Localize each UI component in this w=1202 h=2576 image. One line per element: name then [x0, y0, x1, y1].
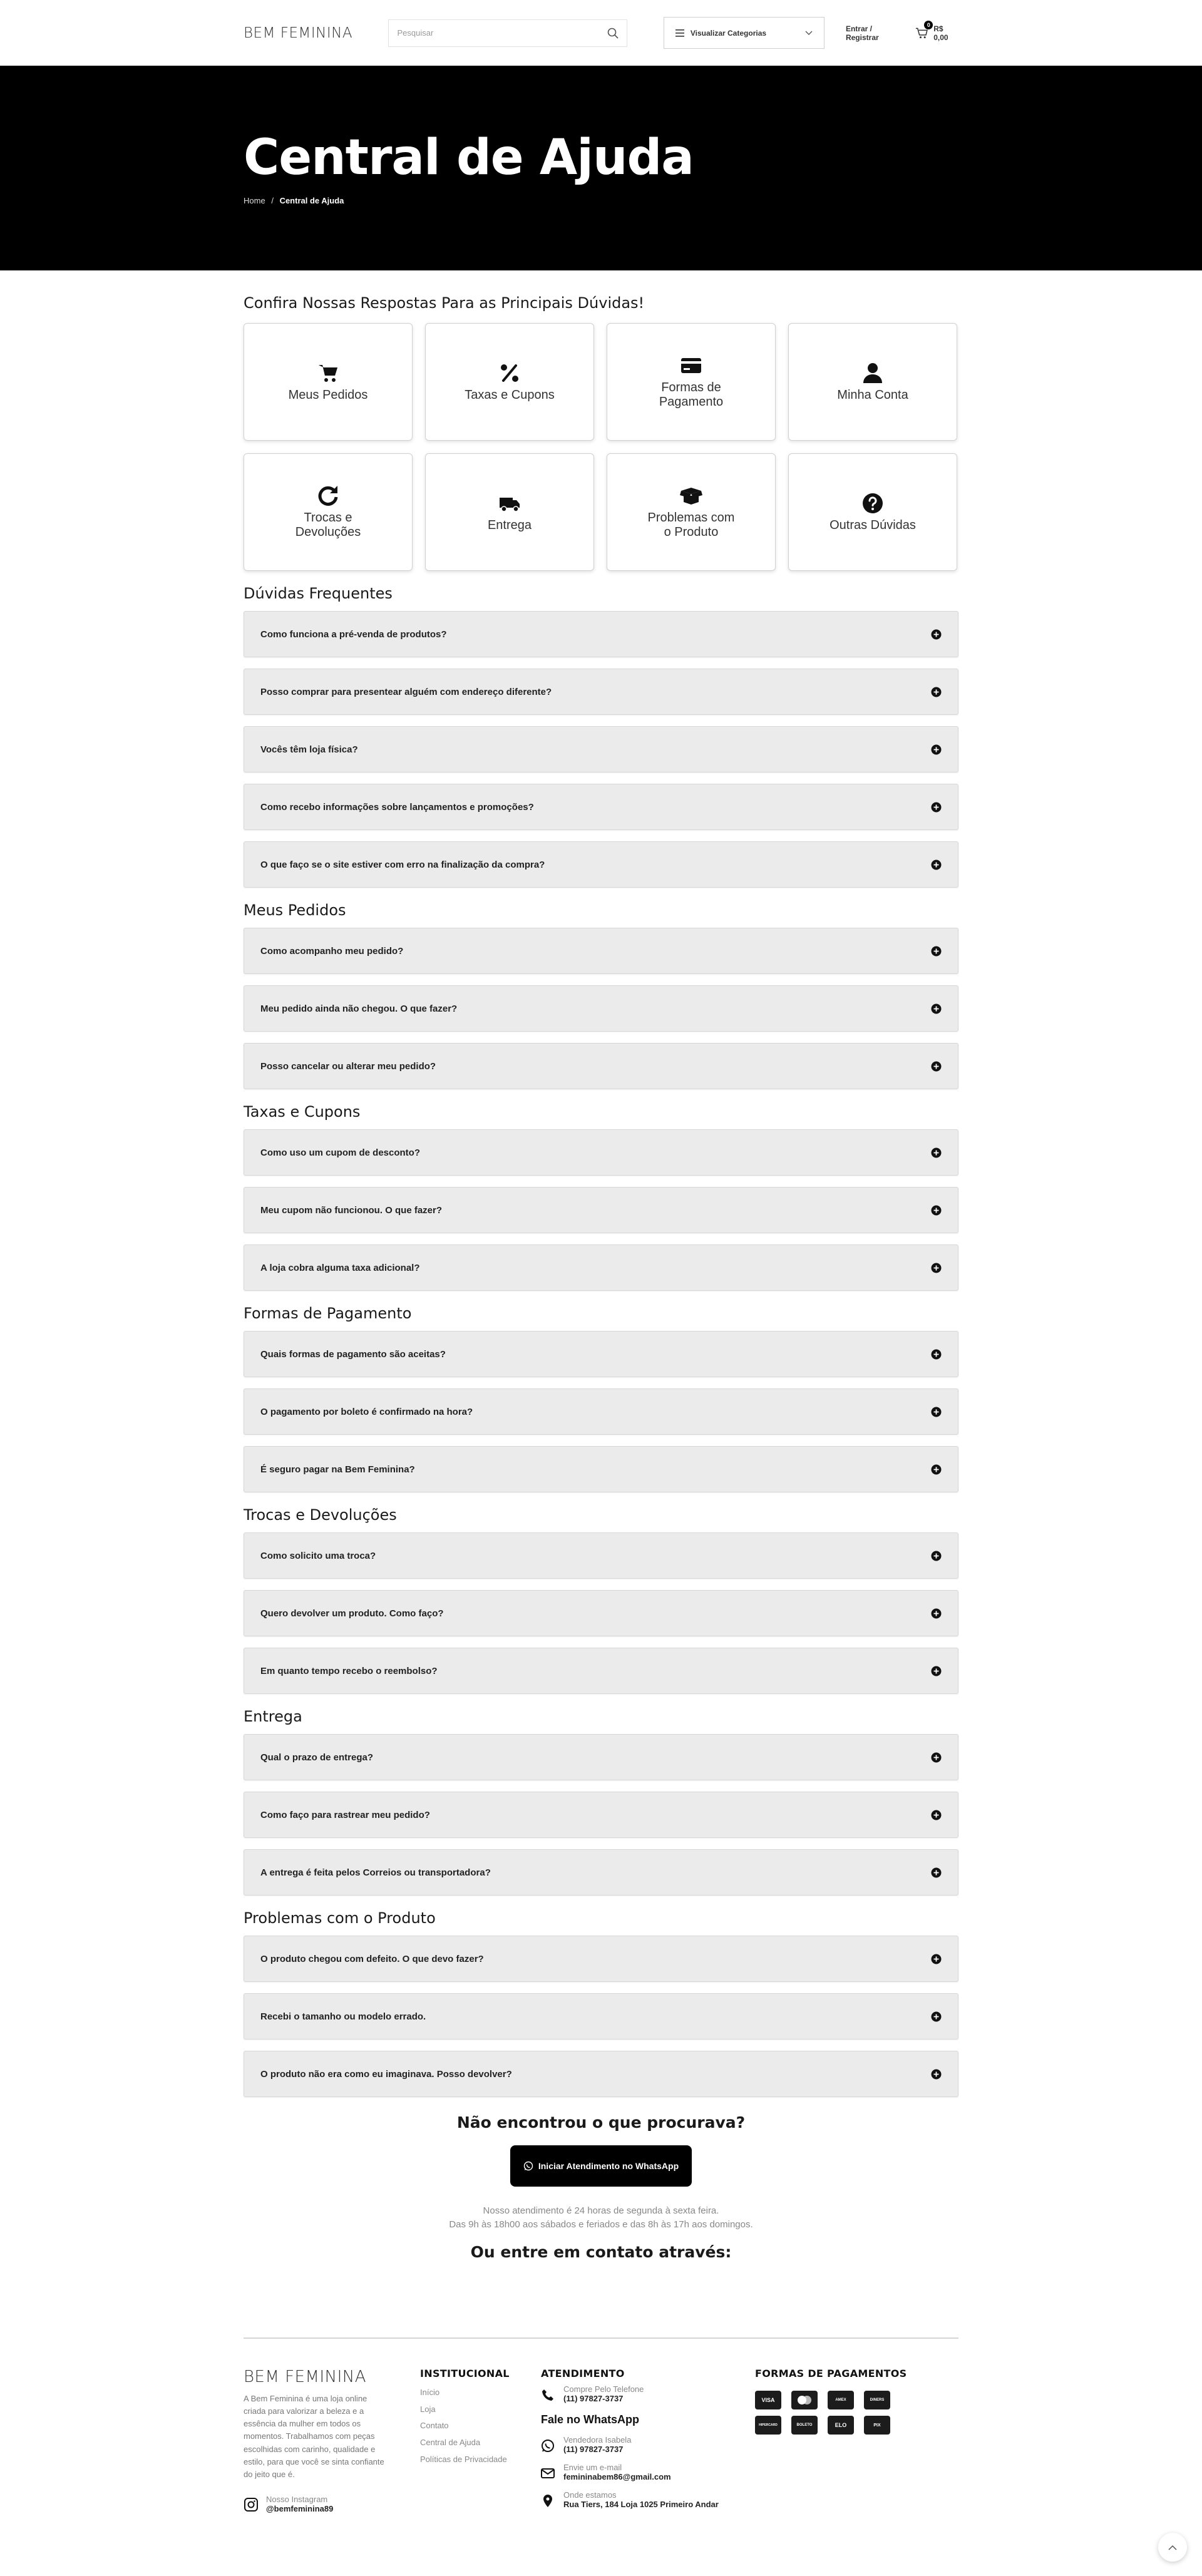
faq-question: Qual o prazo de entrega? [260, 1752, 374, 1763]
faq-question: A loja cobra alguma taxa adicional? [260, 1262, 420, 1273]
amex-icon: AMEX [828, 2391, 854, 2409]
payments-heading: FORMAS DE PAGAMENTOS [755, 2368, 907, 2379]
plus-circle-icon [931, 629, 942, 640]
search-icon[interactable] [607, 27, 619, 39]
payment-methods [755, 2391, 943, 2435]
menu-icon [675, 29, 684, 37]
faq-item[interactable] [244, 1388, 958, 1435]
faq-question: Meu pedido ainda não chegou. O que fazer? [260, 1003, 458, 1014]
faq-item[interactable] [244, 928, 958, 974]
faq-section [244, 1506, 958, 1694]
cart-button[interactable] [915, 21, 958, 42]
faq-question: Vocês têm loja física? [260, 744, 358, 755]
categories-label: Visualizar Categorias [690, 28, 767, 38]
contact-section [244, 2113, 958, 2261]
footer-instagram[interactable] [244, 2495, 420, 2513]
help-card-entrega[interactable] [425, 453, 594, 571]
box-open-icon [680, 485, 702, 507]
faq-question: Como uso um cupom de desconto? [260, 1147, 421, 1158]
plus-circle-icon [931, 860, 942, 870]
faq-section [244, 1103, 958, 1291]
faq-item[interactable] [244, 1734, 958, 1780]
faq-item[interactable] [244, 1532, 958, 1579]
redo-icon [317, 485, 339, 507]
faq-list [244, 1936, 958, 2097]
faq-list [244, 1129, 958, 1291]
faq-list [244, 611, 958, 888]
categories-dropdown[interactable] [664, 17, 824, 49]
faq-item[interactable] [244, 1331, 958, 1377]
faq-list [244, 1331, 958, 1492]
help-card-trocas-devolucoes[interactable] [244, 453, 413, 571]
faq-question: O produto não era como eu imaginava. Posso devolver? [260, 2068, 512, 2080]
site-footer [0, 2337, 1202, 2513]
chevron-up-icon [1168, 2545, 1177, 2550]
address-label: Onde estamos [563, 2490, 617, 2500]
faq-section [244, 1708, 958, 1896]
plus-circle-icon [931, 1867, 942, 1878]
plus-circle-icon [931, 1464, 942, 1475]
chevron-down-icon [805, 31, 813, 36]
credit-card-icon [680, 354, 702, 377]
contact-title: Não encontrou o que procurava? [456, 2113, 746, 2132]
help-card-label: Minha Conta [837, 387, 908, 402]
plus-circle-icon [931, 1061, 942, 1072]
mastercard-icon [791, 2391, 818, 2409]
page-hero [0, 66, 1202, 270]
faq-section-title: Dúvidas Frequentes [244, 585, 393, 602]
faq-question: Posso cancelar ou alterar meu pedido? [260, 1060, 436, 1072]
faq-section [244, 1305, 958, 1492]
faq-question: Quais formas de pagamento são aceitas? [260, 1348, 446, 1360]
seller-contact[interactable] [541, 2435, 755, 2454]
faq-item[interactable] [244, 1187, 958, 1233]
plus-circle-icon [931, 1810, 942, 1820]
plus-circle-icon [931, 1407, 942, 1417]
hours-line-1: Nosso atendimento é 24 horas de segunda à sexta feira. [483, 2205, 719, 2216]
email-contact[interactable] [541, 2463, 755, 2481]
help-card-minha-conta[interactable] [788, 323, 957, 441]
footer-link-contato[interactable]: Contato [420, 2421, 449, 2431]
envelope-icon [541, 2466, 555, 2480]
boleto-icon: BOLETO [791, 2416, 818, 2435]
plus-circle-icon [931, 744, 942, 755]
faq-list [244, 1532, 958, 1694]
footer-logo[interactable]: BEM FEMININA [244, 2368, 366, 2386]
help-card-label: Formas de Pagamento [659, 381, 724, 409]
faq-item[interactable] [244, 1590, 958, 1636]
faq-question: O produto chegou com defeito. O que devo fazer? [260, 1953, 484, 1964]
faq-item[interactable] [244, 1244, 958, 1291]
phone-label: Compre Pelo Telefone [563, 2384, 644, 2394]
footer-link-loja[interactable]: Loja [420, 2404, 436, 2414]
main-content [244, 294, 958, 2261]
footer-about-column [244, 2368, 420, 2513]
faq-list [244, 1734, 958, 1896]
faq-question: Em quanto tempo recebo o reembolso? [260, 1665, 438, 1676]
breadcrumb [244, 196, 958, 205]
phone-icon [541, 2388, 555, 2402]
contact-subtitle: Ou entre em contato através: [470, 2242, 732, 2261]
instagram-icon [244, 2497, 259, 2512]
site-header [0, 0, 1202, 66]
question-circle-icon [861, 492, 884, 515]
plus-circle-icon [931, 1147, 942, 1158]
truck-icon [498, 492, 521, 515]
faq-question: Meu cupom não funcionou. O que fazer? [260, 1204, 443, 1216]
faq-section-title: Problemas com o Produto [244, 1909, 436, 1927]
pix-icon: PIX [864, 2416, 890, 2435]
address-value: Rua Tiers, 184 Loja 1025 Primeiro Andar [563, 2500, 719, 2509]
help-card-taxas-cupons[interactable] [425, 323, 594, 441]
cart-total: R$ 0,00 [933, 24, 948, 42]
visa-icon: VISA [755, 2391, 781, 2409]
cart-count-badge: 0 [924, 21, 933, 29]
percent-icon [498, 362, 521, 384]
faq-item[interactable] [244, 669, 958, 715]
login-link[interactable]: Entrar / Registrar [845, 24, 879, 42]
help-card-outras-duvidas[interactable] [788, 453, 957, 571]
plus-circle-icon [931, 802, 942, 813]
faq-section-title: Trocas e Devoluções [244, 1506, 397, 1524]
faq-item[interactable] [244, 1446, 958, 1492]
faq-section-title: Entrega [244, 1708, 302, 1725]
footer-institutional-column [420, 2368, 541, 2513]
help-title: Confira Nossas Respostas Para as Principais Dúvidas! [244, 294, 645, 312]
hipercard-icon: HIPERCARD [755, 2416, 781, 2435]
faq-question: Recebi o tamanho ou modelo errado. [260, 2011, 426, 2022]
search-box [388, 19, 627, 47]
faq-item[interactable] [244, 2051, 958, 2097]
plus-circle-icon [931, 1551, 942, 1561]
plus-circle-icon [931, 1349, 942, 1360]
breadcrumb-separator: / [271, 196, 274, 205]
help-card-label: Meus Pedidos [288, 387, 368, 402]
faq-question: Como faço para rastrear meu pedido? [260, 1809, 430, 1820]
faq-question: Como solicito uma troca? [260, 1550, 376, 1561]
faq-item[interactable] [244, 1129, 958, 1176]
attendance-heading: ATENDIMENTO [541, 2368, 625, 2379]
elo-icon: ELO [828, 2416, 854, 2435]
faq-question: Como recebo informações sobre lançamentos e promoções? [260, 801, 534, 813]
seller-label: Vendedora Isabela [563, 2435, 632, 2445]
address-contact [541, 2490, 755, 2509]
cart-icon [317, 362, 339, 384]
faq-question: O que faço se o site estiver com erro na finalização da compra? [260, 859, 545, 870]
site-logo[interactable]: BEM FEMININA [244, 24, 353, 41]
faq-item[interactable] [244, 1648, 958, 1694]
help-card-meus-pedidos[interactable] [244, 323, 413, 441]
whatsapp-heading: Fale no WhatsApp [541, 2413, 639, 2426]
breadcrumb-home[interactable]: Home [244, 196, 265, 205]
hours-text [244, 2204, 958, 2232]
scroll-to-top-button[interactable] [1158, 2533, 1187, 2562]
footer-payments-column [755, 2368, 943, 2513]
faq-section-title: Meus Pedidos [244, 901, 346, 919]
faq-question: A entrega é feita pelos Correios ou transportadora? [260, 1867, 491, 1878]
help-card-formas-pagamento[interactable] [607, 323, 776, 441]
help-card-label: Taxas e Cupons [465, 387, 555, 402]
hours-line-2: Das 9h às 18h00 aos sábados e feriados e das 8h às 17h aos domingos. [449, 2219, 753, 2230]
phone-value: (11) 97827-3737 [563, 2394, 624, 2403]
help-categories-grid [244, 323, 958, 571]
faq-item[interactable] [244, 1043, 958, 1089]
footer-attendance-column [541, 2368, 755, 2513]
faq-item[interactable] [244, 726, 958, 772]
email-value: femininabem86@gmail.com [563, 2472, 671, 2481]
plus-circle-icon [931, 1608, 942, 1619]
plus-circle-icon [931, 1752, 942, 1763]
plus-circle-icon [931, 1003, 942, 1014]
plus-circle-icon [931, 1263, 942, 1273]
faq-section [244, 1909, 958, 2097]
instagram-handle: @bemfeminina89 [266, 2503, 334, 2513]
whatsapp-button-label: Iniciar Atendimento no WhatsApp [538, 2161, 679, 2171]
plus-circle-icon [931, 1954, 942, 1964]
footer-link-politicas[interactable]: Políticas de Privacidade [420, 2454, 507, 2464]
faq-question: Posso comprar para presentear alguém com endereço diferente? [260, 686, 552, 697]
whatsapp-button[interactable] [510, 2145, 692, 2187]
faq-item[interactable] [244, 784, 958, 830]
help-card-label: Entrega [487, 518, 532, 532]
faq-item[interactable] [244, 1792, 958, 1838]
institutional-heading: INSTITUCIONAL [420, 2368, 510, 2379]
page-title: Central de Ajuda [244, 130, 694, 186]
map-pin-icon [541, 2494, 555, 2508]
search-input[interactable] [398, 28, 607, 38]
faq-container [244, 585, 958, 2097]
email-label: Envie um e-mail [563, 2463, 622, 2472]
help-card-label: Problemas com o Produto [647, 511, 735, 539]
faq-question: Como acompanho meu pedido? [260, 945, 404, 957]
institutional-links [420, 2384, 541, 2468]
faq-item[interactable] [244, 611, 958, 657]
seller-value: (11) 97827-3737 [563, 2445, 624, 2454]
footer-link-inicio[interactable]: Início [420, 2388, 440, 2397]
faq-item[interactable] [244, 985, 958, 1032]
plus-circle-icon [931, 1666, 942, 1676]
help-card-label: Outras Dúvidas [830, 518, 916, 532]
plus-circle-icon [931, 687, 942, 697]
footer-link-central-ajuda[interactable]: Central de Ajuda [420, 2437, 481, 2447]
instagram-label: Nosso Instagram [266, 2494, 328, 2504]
faq-list [244, 928, 958, 1089]
faq-section-title: Taxas e Cupons [244, 1103, 361, 1121]
plus-circle-icon [931, 1205, 942, 1216]
footer-about-text: A Bem Feminina é uma loja online criada para valorizar a beleza e a essência da mulher em todos os momentos. Trabalhamos com peças escolhidas com carinho, qualidade e estilo, para que você se sinta confiante do jeito que é. [244, 2394, 384, 2479]
faq-item[interactable] [244, 841, 958, 888]
plus-circle-icon [931, 946, 942, 957]
faq-section [244, 901, 958, 1089]
faq-item[interactable] [244, 1849, 958, 1896]
faq-question: O pagamento por boleto é confirmado na hora? [260, 1406, 473, 1417]
faq-section-title: Formas de Pagamento [244, 1305, 412, 1322]
whatsapp-icon [541, 2439, 555, 2453]
faq-item[interactable] [244, 1993, 958, 2040]
faq-question: É seguro pagar na Bem Feminina? [260, 1464, 415, 1475]
plus-circle-icon [931, 2011, 942, 2022]
plus-circle-icon [931, 2069, 942, 2080]
diners-icon: DINERS [864, 2391, 890, 2409]
help-card-problemas-produto[interactable] [607, 453, 776, 571]
user-icon [861, 362, 884, 384]
whatsapp-icon [523, 2161, 533, 2171]
faq-section [244, 585, 958, 888]
breadcrumb-current: Central de Ajuda [279, 196, 344, 205]
help-card-label: Trocas e Devoluções [295, 511, 361, 539]
faq-item[interactable] [244, 1936, 958, 1982]
phone-contact[interactable] [541, 2384, 755, 2403]
faq-question: Quero devolver um produto. Como faço? [260, 1608, 444, 1619]
faq-question: Como funciona a pré-venda de produtos? [260, 629, 447, 640]
